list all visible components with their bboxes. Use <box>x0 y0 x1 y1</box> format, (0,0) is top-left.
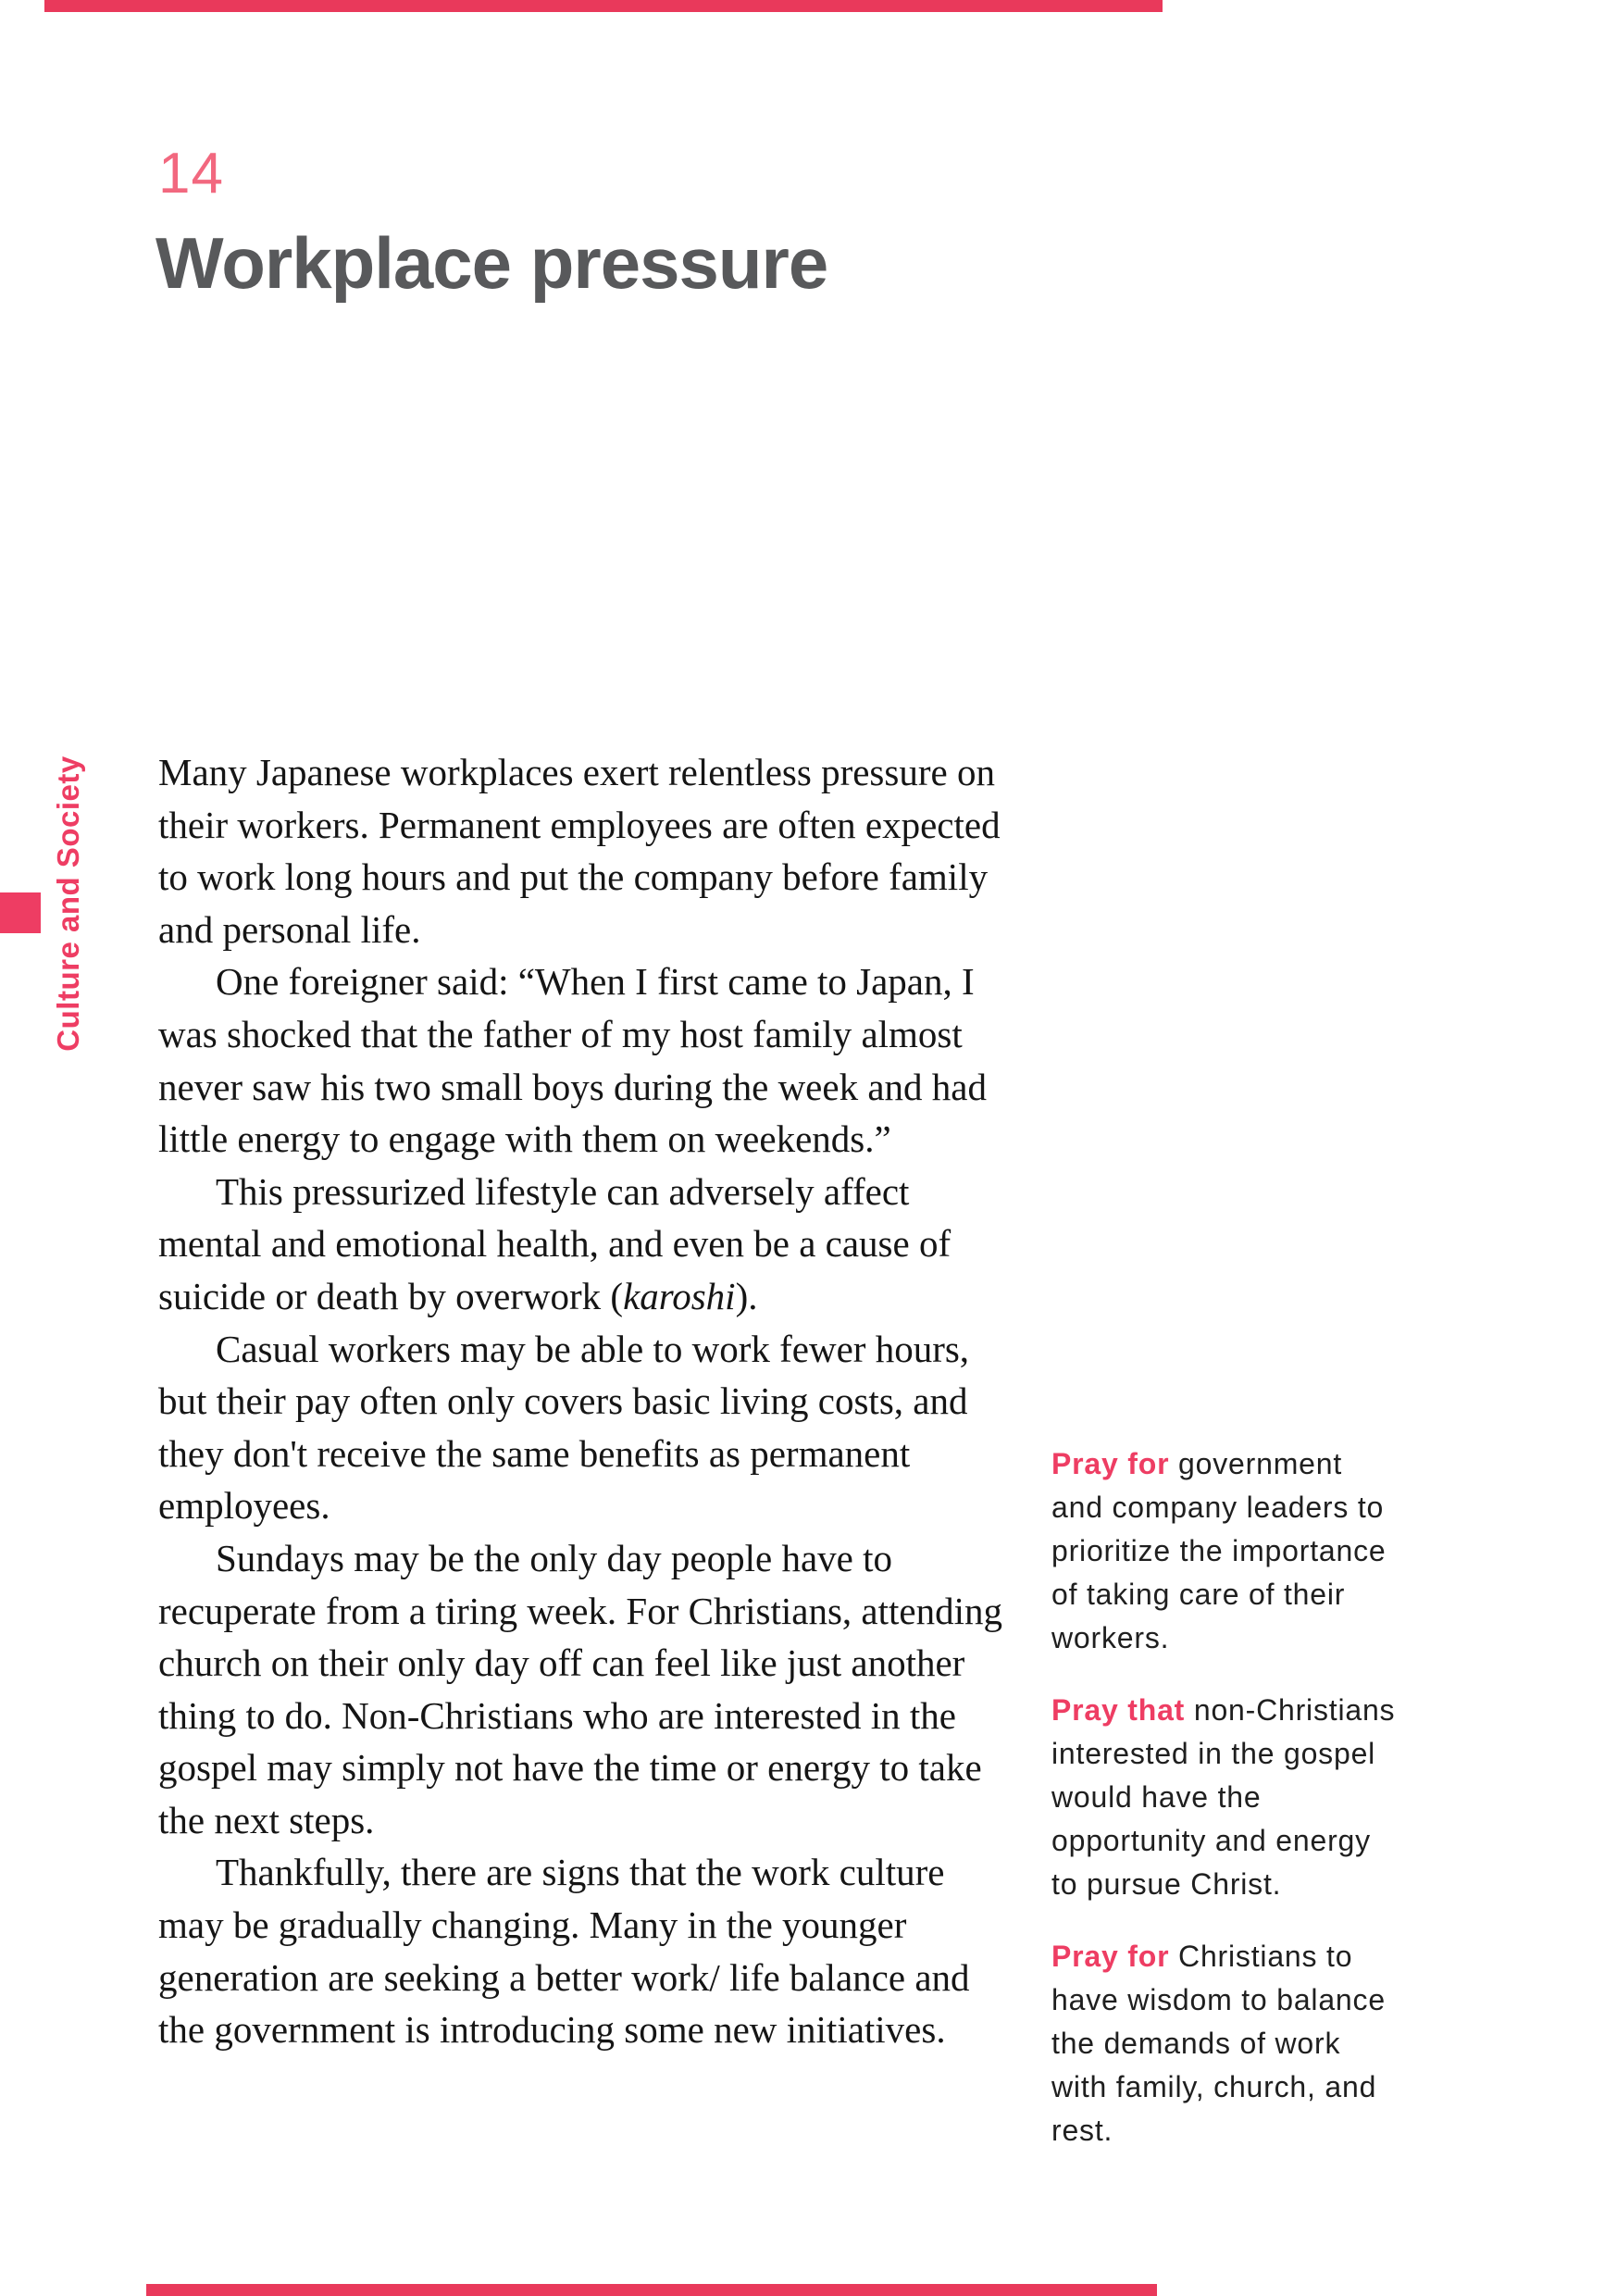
prayer-label: Pray that <box>1051 1693 1186 1727</box>
body-paragraph: Thankfully, there are signs that the work culture may be gradually changing. Many in the younger generation are seeking a better work/ life balance and the government is introducing some new initiatives. <box>158 1851 970 2052</box>
prayer-item <box>1051 1935 1401 2152</box>
chapter-number: 14 <box>158 142 224 206</box>
prayer-item <box>1051 1442 1401 1660</box>
page-title: Workplace pressure <box>155 222 828 304</box>
prayer-item <box>1051 1689 1401 1906</box>
article-body <box>158 746 1008 2056</box>
prayer-label: Pray for <box>1051 1447 1170 1480</box>
body-paragraph: Sundays may be the only day people have to recuperate from a tiring week. For Christians, attending church on their only day off can feel like just another thing to do. Non-Christians who are interested in the gospel may simply not have the time or energy to take the next steps. <box>158 1536 1002 1841</box>
prayer-text: Christians to have wisdom to balance the demands of work with family, church, and rest. <box>1051 1940 1386 2147</box>
prayer-label: Pray for <box>1051 1940 1170 1973</box>
italic-term: karoshi <box>623 1274 736 1317</box>
body-text-run: ). <box>735 1274 758 1317</box>
body-paragraph <box>158 1166 1008 1323</box>
top-edge-bar <box>44 0 1163 12</box>
prayer-text: non-Christians interested in the gospel would have the opportunity and energy to pursue Christ. <box>1051 1693 1396 1901</box>
prayer-text: government and company leaders to prioritize the importance of taking care of their workers. <box>1051 1447 1387 1654</box>
body-paragraph: One foreigner said: “When I first came to Japan, I was shocked that the father of my host family almost never saw his two small boys during the week and had little energy to engage with them on weekends.” <box>158 960 987 1161</box>
section-label-vertical: Culture and Society <box>51 755 85 1052</box>
prayer-points-column <box>1051 1442 1401 2181</box>
body-text-run: This pressurized lifestyle can adversely affect mental and emotional health, and even be a cause of suicide or death by overwork ( <box>158 1169 952 1317</box>
section-color-square <box>0 892 41 933</box>
bottom-edge-bar <box>146 2284 1157 2296</box>
body-paragraph: Many Japanese workplaces exert relentless pressure on their workers. Permanent employees are often expected to work long hours and put the company before family and personal life. <box>158 751 1001 951</box>
body-paragraph: Casual workers may be able to work fewer hours, but their pay often only covers basic living costs, and they don't receive the same benefits as permanent employees. <box>158 1327 970 1528</box>
